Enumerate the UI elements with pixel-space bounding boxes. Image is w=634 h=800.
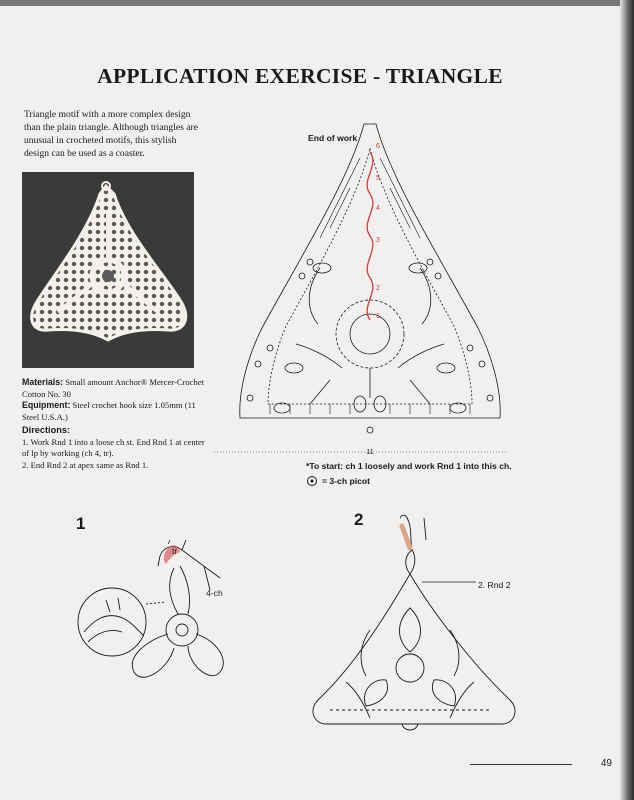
motif-photo: [22, 172, 194, 368]
figure-1-number: 1: [76, 514, 86, 533]
figure-2-illustration: [300, 512, 560, 736]
4-ch-label: 4-ch: [206, 588, 223, 598]
materials-and-directions: [22, 377, 212, 471]
picot-legend: = 3-ch picot: [322, 476, 370, 486]
intro-paragraph: Triangle motif with a more complex design than the plain triangle. Although triangles are unusual in crocheted motifs, this stylish design can be used as a coaster.: [24, 109, 198, 159]
picot-symbol-icon: [306, 475, 318, 487]
working-chain-highlight: [402, 526, 410, 548]
page-number: 49: [600, 758, 612, 769]
crochet-motif-image: [22, 172, 194, 368]
direction-step: 1. Work Rnd 1 into a loose ch st. End Rnd 1 at center of lp by working (ch 4, tr).: [22, 436, 205, 458]
start-note: *To start: ch 1 loosely and work Rnd 1 into this ch.: [306, 461, 512, 471]
round-number: 1: [376, 313, 380, 320]
footer-rule: [470, 764, 572, 765]
end-of-work-label: End of work: [308, 133, 358, 143]
materials-text: Small amount Anchor® Mercer-Crochet Cotton No. 30: [22, 377, 205, 399]
round-path-red: [367, 152, 373, 320]
equipment-line: [22, 400, 212, 423]
round-number: 6: [376, 143, 380, 150]
equipment-label: Equipment:: [22, 400, 71, 410]
round-number: 5: [376, 175, 380, 182]
direction-step: 2. End Rnd 2 at apex same as Rnd 1.: [22, 459, 149, 470]
scale-mark: 11: [366, 449, 374, 456]
materials-line: [22, 377, 212, 400]
figure-2-number: 2: [354, 510, 364, 529]
directions-heading: Directions:: [22, 425, 70, 435]
page-title: APPLICATION EXERCISE - TRIANGLE: [97, 64, 503, 88]
materials-label: Materials:: [22, 377, 64, 387]
round-number: 3: [376, 237, 380, 244]
round-number: 4: [376, 205, 380, 212]
equipment-text: Steel crochet hook size 1.05mm (11 Steel U.S.A.): [22, 400, 196, 422]
book-binding-edge: [620, 0, 634, 800]
crochet-chart-diagram: [210, 118, 510, 458]
rnd-2-label: 2. Rnd 2: [478, 580, 511, 590]
round-number: 2: [376, 285, 380, 292]
page-top-edge: [0, 0, 634, 6]
tr-label: tr: [172, 546, 178, 556]
figure-1-illustration: [70, 540, 260, 690]
